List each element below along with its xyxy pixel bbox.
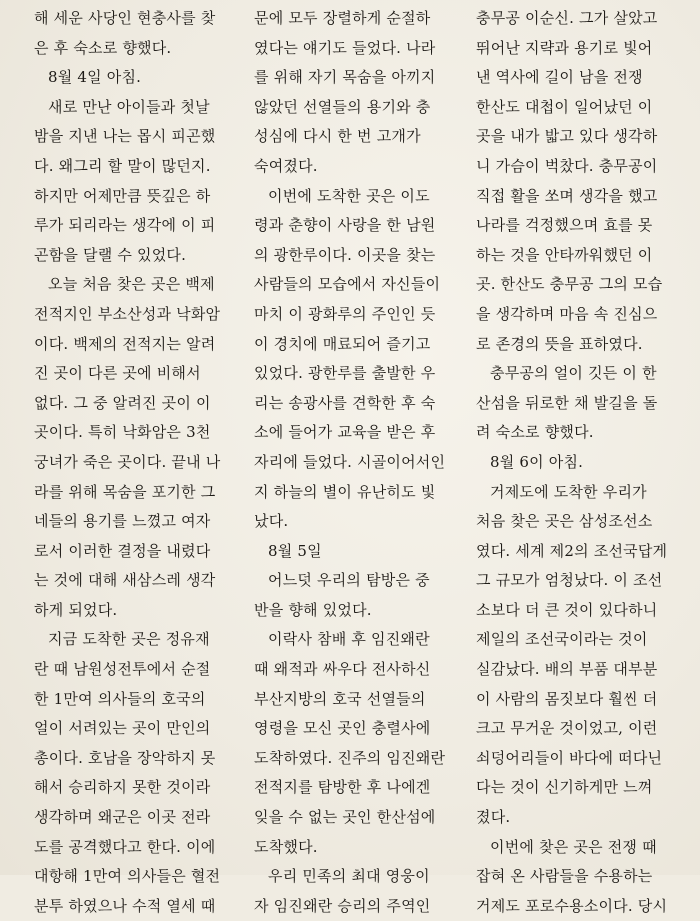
- text-line: 하게 되었다.: [34, 600, 118, 619]
- text-line: 였다. 세계 제2의 조선국답게: [476, 541, 668, 560]
- text-line: 해서 승리하지 못한 것이라: [34, 778, 211, 797]
- text-line: 한산도 대첩이 일어났던 이: [476, 97, 653, 116]
- text-line: 문에 모두 장렬하게 순절하: [254, 9, 431, 27]
- text-line: 대항해 1만여 의사들은 혈전: [34, 867, 221, 886]
- text-line: 영령을 모신 곳인 충렬사에: [254, 719, 431, 738]
- text-line: 전적지인 부소산성과 낙화암: [34, 304, 221, 323]
- text-line: 직접 활을 쏘며 생각을 했고: [476, 186, 658, 205]
- text-line: 않았던 선열들의 용기와 충: [254, 97, 431, 116]
- text-line: 마치 이 광화루의 주인인 듯: [254, 304, 436, 323]
- text-line: 사람들의 모습에서 자신들이: [254, 275, 441, 294]
- text-line: 오늘 처음 찾은 곳은 백제: [48, 275, 215, 294]
- text-line: 얼이 서려있는 곳이 만인의: [34, 719, 211, 738]
- text-line: 그 규모가 엄청났다. 이 조선: [476, 571, 663, 590]
- text-line: 잡혀 온 사람들을 수용하는: [476, 867, 653, 886]
- text-line: 곤함을 달랠 수 있었다.: [34, 245, 187, 264]
- date-heading: 8월 6이 아침.: [490, 452, 584, 471]
- text-line: 밤을 지낸 나는 몹시 피곤했: [34, 127, 216, 146]
- text-line: 이 사람의 몸짓보다 훨씬 더: [476, 689, 658, 708]
- text-line: 총이다. 호남을 장악하지 못: [34, 748, 216, 767]
- text-line: 산섬을 뒤로한 채 발길을 돌: [476, 393, 658, 412]
- text-line: 크고 무거운 것이었고, 이런: [476, 719, 658, 738]
- text-line: 뛰어난 지략과 용기로 빛어: [476, 38, 653, 57]
- text-line: 자 임진왜란 승리의 주역인: [254, 896, 431, 915]
- text-line: 때 왜적과 싸우다 전사하신: [254, 660, 431, 679]
- text-line: 네들의 용기를 느꼈고 여자: [34, 512, 211, 531]
- text-column-3: [476, 4, 688, 921]
- text-line: 났다.: [254, 512, 289, 531]
- text-line: 졌다.: [476, 808, 511, 827]
- text-line: 지금 도착한 곳은 정유재: [48, 630, 210, 649]
- text-line: 란 때 남원성전투에서 순절: [34, 660, 211, 679]
- text-line: 을 생각하며 마음 속 진심으: [476, 304, 658, 323]
- text-line: 거제도 포로수용소이다. 당시: [476, 896, 668, 915]
- text-line: 나라를 걱정했으며 효를 못: [476, 216, 653, 235]
- text-line: 잊을 수 없는 곳인 한산섬에: [254, 808, 436, 827]
- text-line: 곳을 내가 밟고 있다 생각하: [476, 127, 658, 146]
- text-line: 이 경치에 매료되어 즐기고: [254, 334, 431, 353]
- text-line: 도착했다.: [254, 837, 318, 856]
- text-line: 전적지를 탐방한 후 나에겐: [254, 778, 431, 797]
- text-line: 없다. 그 중 알려진 곳이 이: [34, 393, 211, 412]
- text-line: 궁녀가 죽은 곳이다. 끝내 나: [34, 452, 221, 471]
- text-line: 생각하며 왜군은 이곳 전라: [34, 808, 211, 827]
- text-line: 성심에 다시 한 번 고개가: [254, 127, 421, 146]
- text-line: 도착하였다. 진주의 임진왜란: [254, 748, 446, 767]
- text-line: 로 존경의 뜻을 표하였다.: [476, 334, 643, 353]
- text-line: 해 세운 사당인 현충사를 찾: [34, 9, 216, 27]
- text-line: 로서 이러한 결정을 내렸다: [34, 541, 211, 560]
- text-line: 어느덧 우리의 탐방은 중: [268, 571, 430, 590]
- text-line: 곳. 한산도 충무공 그의 모습: [476, 275, 663, 294]
- text-line: 이다. 백제의 전적지는 알려: [34, 334, 216, 353]
- text-line: 숙여졌다.: [254, 156, 318, 175]
- text-line: 곳이다. 특히 낙화암은 3천: [34, 423, 211, 442]
- text-line: 니 가슴이 벅찼다. 충무공이: [476, 156, 658, 175]
- text-line: 소보다 더 큰 것이 있다하니: [476, 600, 658, 619]
- text-line: 거제도에 도착한 우리가: [490, 482, 647, 501]
- text-line: 다는 것이 신기하게만 느껴: [476, 778, 653, 797]
- text-line: 한 1만여 의사들의 호국의: [34, 689, 206, 708]
- text-line: 이번에 찾은 곳은 전쟁 때: [490, 837, 657, 856]
- text-line: 진 곳이 다른 곳에 비해서: [34, 364, 201, 383]
- text-line: 를 위해 자기 목숨을 아끼지: [254, 68, 436, 87]
- text-line: 자리에 들었다. 시골이어서인: [254, 452, 446, 471]
- text-line: 려 숙소로 향했다.: [476, 423, 594, 442]
- text-line: 새로 만난 아이들과 첫날: [48, 97, 210, 116]
- text-line: 루가 되리라는 생각에 이 피: [34, 216, 216, 235]
- text-line: 다. 왜그리 할 말이 많던지.: [34, 156, 211, 175]
- text-line: 라를 위해 목숨을 포기한 그: [34, 482, 216, 501]
- text-line: 하는 것을 안타까워했던 이: [476, 245, 653, 264]
- text-column-1: [34, 4, 246, 921]
- text-line: 는 것에 대해 새삼스레 생각: [34, 571, 216, 590]
- text-line: 반을 향해 있었다.: [254, 600, 372, 619]
- text-line: 소에 들어가 교육을 받은 후: [254, 423, 436, 442]
- text-line: 지 하늘의 별이 유난히도 빛: [254, 482, 436, 501]
- text-line: 령과 춘향이 사랑을 한 남원: [254, 216, 436, 235]
- text-line: 도를 공격했다고 한다. 이에: [34, 837, 216, 856]
- date-heading: 8월 4일 아침.: [48, 68, 142, 87]
- text-line: 우리 민족의 최대 영웅이: [268, 867, 430, 886]
- text-line: 은 후 숙소로 향했다.: [34, 38, 172, 57]
- text-line: 리는 송광사를 견학한 후 숙: [254, 393, 436, 412]
- text-line: 하지만 어제만큼 뜻깊은 하: [34, 186, 211, 205]
- text-line: 충무공의 얼이 깃든 이 한: [490, 364, 657, 383]
- text-line: 이번에 도착한 곳은 이도: [268, 186, 430, 205]
- text-line: 실감났다. 배의 부품 대부분: [476, 660, 658, 679]
- date-heading: 8월 5일: [268, 541, 322, 560]
- text-line: 제일의 조선국이라는 것이: [476, 630, 648, 649]
- text-line: 였다는 얘기도 들었다. 나라: [254, 38, 436, 57]
- text-line: 낸 역사에 길이 남을 전쟁: [476, 68, 643, 87]
- text-line: 처음 찾은 곳은 삼성조선소: [476, 512, 653, 531]
- text-column-2: [254, 4, 466, 921]
- text-line: 의 광한루이다. 이곳을 찾는: [254, 245, 436, 264]
- text-line: 이락사 참배 후 임진왜란: [268, 630, 430, 649]
- text-line: 충무공 이순신. 그가 살았고: [476, 9, 658, 27]
- text-line: 있었다. 광한루를 출발한 우: [254, 364, 436, 383]
- text-line: 분투 하였으나 수적 열세 때: [34, 896, 216, 915]
- text-line: 부산지방의 호국 선열들의: [254, 689, 426, 708]
- text-line: 쇠덩어리들이 바다에 떠다닌: [476, 748, 663, 767]
